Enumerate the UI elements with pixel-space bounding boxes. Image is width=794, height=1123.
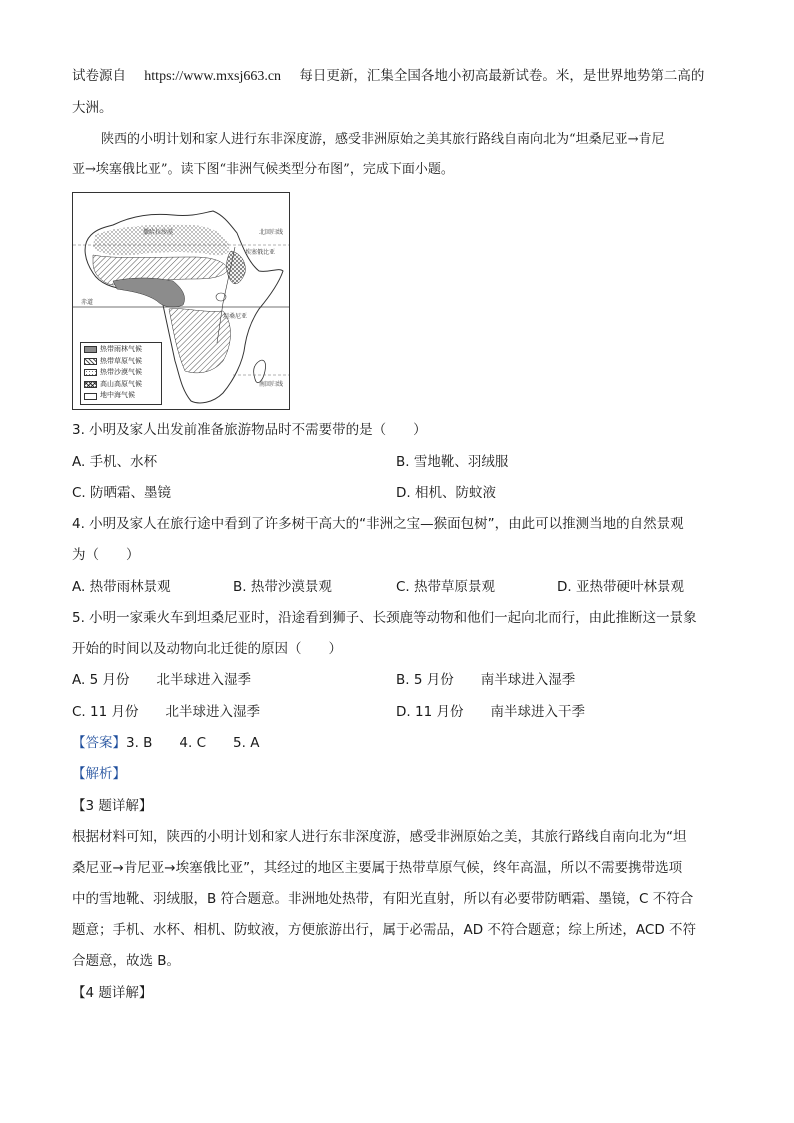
explanation-line-5: 合题意，故选 B。 — [72, 953, 181, 969]
legend-desert: 热带沙漠气候 — [100, 368, 142, 377]
answer-text: 3. B 4. C 5. A — [126, 735, 260, 751]
q4-stem-1: 4. 小明及家人在旅行途中看到了许多树干高大的“非洲之宝—猴面包树”，由此可以推测当地的自然景观 — [72, 516, 684, 532]
ethiopia-label: 埃塞俄比亚 — [245, 249, 276, 256]
q3-option-d: D. 相机、防蚊液 — [396, 485, 496, 501]
header-line — [72, 66, 704, 87]
q3-stem: 3. 小明及家人出发前准备旅游物品时不需要带的是（ ） — [72, 422, 427, 438]
highland-swatch — [84, 381, 97, 388]
source-label: 试卷源自 — [72, 68, 126, 84]
analysis-tag: 【解析】 — [72, 766, 126, 782]
q4-option-a: A. 热带雨林景观 — [72, 579, 171, 595]
explanation-line-4: 题意；手机、水杯、相机、防蚊液，方便旅游出行，属于必需品，AD 不符合题意；综上所述，ACD 不符 — [72, 922, 697, 938]
q5-option-d: D. 11 月份 南半球进入干季 — [396, 704, 585, 720]
answer-line — [72, 733, 259, 753]
mediterranean-swatch — [84, 393, 97, 400]
capricorn-label: 南回归线 — [259, 381, 284, 388]
explanation-line-2: 桑尼亚→肯尼亚→埃塞俄比亚”，其经过的地区主要属于热带草原气候，终年高温，所以不需要携带选项 — [72, 860, 683, 876]
q4-stem-2: 为（ ） — [72, 547, 140, 563]
q4-option-b: B. 热带沙漠景观 — [233, 579, 332, 595]
equator-label: 赤道 — [81, 299, 94, 306]
rainforest-zone — [113, 278, 185, 307]
explanation-line-3: 中的雪地靴、羽绒服，B 符合题意。非洲地处热带，有阳光直射，所以有必要带防晒霜、墨镜，C 不符合 — [72, 891, 694, 907]
tanzania-label: 坦桑尼亚 — [223, 313, 248, 320]
q4-option-c: C. 热带草原景观 — [396, 579, 496, 595]
africa-climate-map — [72, 192, 290, 410]
q3-detail-tag: 【3 题详解】 — [72, 798, 153, 814]
answer-tag: 【答案】 — [72, 735, 126, 751]
header-slogan: 每日更新，汇集全国各地小初高最新试卷。米，是世界地势第二高的 — [299, 68, 705, 84]
q3-option-c: C. 防晒霜、墨镜 — [72, 485, 172, 501]
source-url[interactable]: https://www.mxsj663.cn — [144, 69, 282, 84]
q5-stem-2: 开始的时间以及动物向北迁徙的原因（ ） — [72, 641, 342, 657]
savanna-swatch — [84, 358, 97, 365]
q4-detail-tag: 【4 题详解】 — [72, 985, 153, 1001]
header-line-2: 大洲。 — [72, 100, 113, 116]
legend-rainforest: 热带雨林气候 — [100, 345, 142, 353]
intro-line-1: 陕西的小明计划和家人进行东非深度游，感受非洲原始之美其旅行路线自南向北为“坦桑尼亚→肯尼 — [101, 132, 665, 147]
q3-option-a: A. 手机、水杯 — [72, 454, 158, 470]
desert-swatch — [84, 369, 97, 376]
legend-highland: 高山高原气候 — [100, 379, 142, 388]
rainforest-swatch — [84, 346, 97, 353]
map-legend — [80, 342, 162, 405]
intro-line-2: 亚→埃塞俄比亚”。读下图“非洲气候类型分布图”，完成下面小题。 — [72, 162, 454, 177]
legend-savanna: 热带草原气候 — [100, 356, 142, 365]
q5-stem-1: 5. 小明一家乘火车到坦桑尼亚时，沿途看到狮子、长颈鹿等动物和他们一起向北而行，由此推断这一景象 — [72, 610, 697, 626]
q5-option-a: A. 5 月份 北半球进入湿季 — [72, 672, 251, 688]
cancer-label: 北回归线 — [259, 229, 284, 236]
explanation-line-1: 根据材料可知，陕西的小明计划和家人进行东非深度游，感受非洲原始之美，其旅行路线自南向北为“坦 — [72, 829, 687, 845]
q4-option-d: D. 亚热带硬叶林景观 — [557, 579, 684, 595]
q5-option-c: C. 11 月份 北半球进入湿季 — [72, 704, 260, 720]
q3-option-b: B. 雪地靴、羽绒服 — [396, 454, 509, 470]
sahara-label: 撒哈拉沙漠 — [143, 229, 174, 236]
legend-mediterranean: 地中海气候 — [100, 391, 135, 400]
q5-option-b: B. 5 月份 南半球进入湿季 — [396, 672, 576, 688]
